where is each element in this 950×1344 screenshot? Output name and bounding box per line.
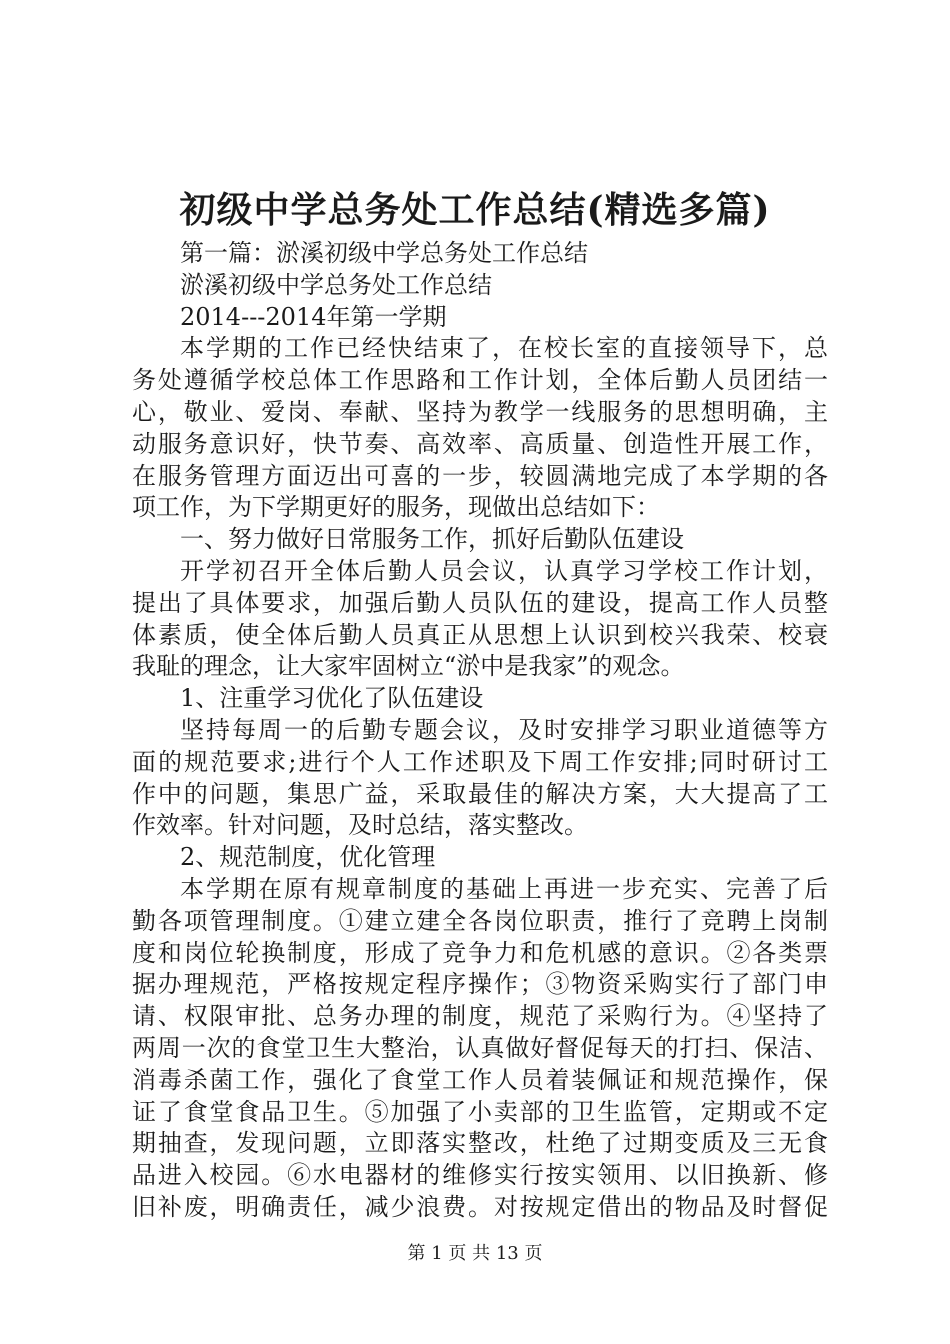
paragraph-line: 勤各项管理制度。①建立建全各岗位职责，推行了竞聘上岗制 (132, 906, 828, 935)
paragraph-line: 一、努力做好日常服务工作，抓好后勤队伍建设 (180, 525, 684, 554)
paragraph-line: 期抽查，发现问题，立即落实整改，杜绝了过期变质及三无食 (132, 1129, 828, 1158)
paragraph-line: 务处遵循学校总体工作思路和工作计划，全体后勤人员团结一 (132, 366, 828, 395)
paragraph-line: 面的规范要求;进行个人工作述职及下周工作安排;同时研讨工 (132, 747, 828, 776)
paragraph-line: 作中的问题，集思广益，采取最佳的解决方案，大大提高了工 (132, 779, 828, 808)
paragraph-line: 提出了具体要求，加强后勤人员队伍的建设，提高工作人员整 (132, 588, 828, 617)
paragraph-line: 坚持每周一的后勤专题会议，及时安排学习职业道德等方 (180, 715, 828, 744)
paragraph-line: 据办理规范，严格按规定程序操作；③物资采购实行了部门申 (132, 970, 828, 999)
paragraph-line: 第一篇：淤溪初级中学总务处工作总结 (180, 239, 588, 267)
paragraph-line: 体素质，使全体后勤人员真正从思想上认识到校兴我荣、校衰 (132, 620, 828, 649)
paragraph-line: 旧补废，明确责任，减少浪费。对按规定借出的物品及时督促 (132, 1192, 828, 1221)
paragraph-line: 心，敬业、爱岗、奉献、坚持为教学一线服务的思想明确，主 (132, 397, 828, 426)
paragraph-line: 证了食堂食品卫生。⑤加强了小卖部的卫生监管，定期或不定 (132, 1097, 828, 1126)
paragraph-line: 度和岗位轮换制度，形成了竞争力和危机感的意识。②各类票 (132, 938, 828, 967)
paragraph-line: 品进入校园。⑥水电器材的维修实行按实领用、以旧换新、修 (132, 1161, 828, 1190)
paragraph-line: 1、注重学习优化了队伍建设 (180, 684, 484, 713)
paragraph-line: 在服务管理方面迈出可喜的一步，较圆满地完成了本学期的各 (132, 461, 828, 490)
paragraph-line: 2、规范制度，优化管理 (180, 843, 436, 872)
paragraph-line: 2014---2014年第一学期 (180, 302, 447, 331)
paragraph-line: 开学初召开全体后勤人员会议，认真学习学校工作计划， (180, 556, 828, 585)
paragraph-line: 作效率。针对问题，及时总结，落实整改。 (132, 811, 588, 840)
document-title: 初级中学总务处工作总结(精选多篇) (179, 189, 771, 231)
paragraph-line: 本学期的工作已经快结束了，在校长室的直接领导下，总 (180, 334, 828, 363)
paragraph-line: 项工作，为下学期更好的服务，现做出总结如下： (132, 493, 660, 522)
page-footer: 第 1 页 共 13 页 (407, 1243, 543, 1264)
paragraph-line: 本学期在原有规章制度的基础上再进一步充实、完善了后 (180, 874, 828, 903)
paragraph-line: 我耻的理念，让大家牢固树立“淤中是我家”的观念。 (132, 652, 685, 681)
paragraph-line: 淤溪初级中学总务处工作总结 (180, 270, 492, 299)
paragraph-line: 请、权限审批、总务办理的制度，规范了采购行为。④坚持了 (132, 1002, 828, 1031)
paragraph-line: 两周一次的食堂卫生大整治，认真做好督促每天的打扫、保洁、 (132, 1033, 828, 1062)
paragraph-line: 动服务意识好，快节奏、高效率、高质量、创造性开展工作， (132, 429, 828, 458)
paragraph-line: 消毒杀菌工作，强化了食堂工作人员着装佩证和规范操作，保 (132, 1065, 828, 1094)
document-body (132, 238, 828, 1224)
